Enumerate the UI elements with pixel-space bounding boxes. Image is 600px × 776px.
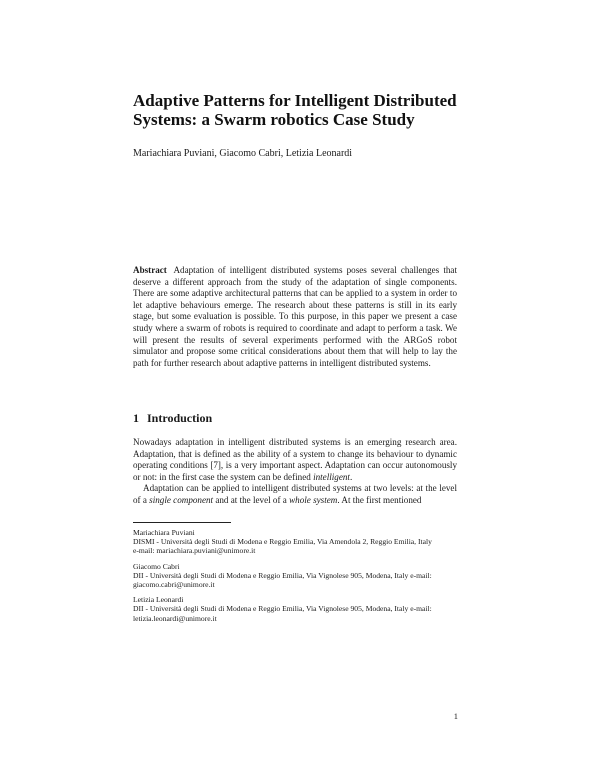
affiliations bbox=[133, 528, 457, 629]
affiliation-email: e-mail: mariachiara.puviani@unimore.it bbox=[133, 546, 256, 556]
affiliation-leonardi bbox=[133, 595, 457, 623]
author-list: Mariachiara Puviani, Giacomo Cabri, Letizia Leonardi bbox=[133, 148, 353, 159]
intro-text: . At the first mentioned bbox=[337, 494, 422, 505]
intro-text: Nowadays adaptation in intelligent distributed systems is an emerging research area. Adaptation, that is defined as the ability of a system to change its behaviour to dynamic operating conditions [7], is a very important aspect. Adaptation can occur autonomously or not: in the first case the system can be defined bbox=[133, 437, 457, 482]
section-title: Introduction bbox=[147, 411, 213, 425]
intro-emphasis: single component bbox=[149, 494, 214, 505]
affiliation-name: Letizia Leonardi bbox=[133, 595, 184, 605]
affiliation-dept: DII - Università degli Studi di Modena e Reggio Emilia, Via Vignolese 905, Modena, Italy e-mail: bbox=[133, 570, 432, 580]
abstract-label: Abstract bbox=[133, 265, 167, 275]
affiliation-dept: DISMI - Università degli Studi di Modena e Reggio Emilia, Via Amendola 2, Reggio Emilia, Italy bbox=[133, 537, 432, 547]
abstract-text: Adaptation of intelligent distributed systems poses several challenges that deserve a different approach from the study of the adaptation of single components. There are some adaptive architectural patterns that can be applied to a system in order to let adaptive behaviours emerge. The research about these patterns is still in its early stage, but some evaluation is possible. To this purpose, in this paper we present a case study where a swarm of robots is required to coordinate and adapt to perform a task. We will present the results of several experiments performed with the ARGoS robot simulator and propose some critical considerations about them that will help to lay the path for further research about adaptive patterns in intelligent distributed systems. bbox=[133, 265, 457, 368]
affiliation-email: letizia.leonardi@unimore.it bbox=[133, 613, 217, 623]
section-number: 1 bbox=[133, 411, 139, 425]
affiliation-name: Mariachiara Puviani bbox=[133, 528, 195, 537]
affiliation-name: Giacomo Cabri bbox=[133, 561, 180, 571]
affiliation-cabri bbox=[133, 562, 457, 590]
affiliation-puviani bbox=[133, 528, 457, 556]
intro-text: and at the level of a bbox=[213, 494, 290, 505]
intro-paragraph-2 bbox=[133, 483, 457, 506]
intro-text: Adaptation can be applied to intelligent distributed systems at two levels: at the level of a bbox=[133, 483, 457, 505]
intro-emphasis: intelligent bbox=[313, 471, 350, 482]
footnote-rule bbox=[133, 522, 231, 523]
page-number: 1 bbox=[453, 711, 458, 721]
paper-title: Adaptive Patterns for Intelligent Distributed Systems: a Swarm robotics Case Study bbox=[133, 91, 457, 129]
intro-text: . bbox=[349, 471, 353, 482]
section-heading bbox=[133, 411, 457, 425]
intro-emphasis: whole system bbox=[289, 494, 338, 505]
intro-paragraph-1 bbox=[133, 437, 457, 483]
affiliation-email: giacomo.cabri@unimore.it bbox=[133, 580, 215, 590]
affiliation-dept: DII - Università degli Studi di Modena e Reggio Emilia, Via Vignolese 905, Modena, Italy e-mail: bbox=[133, 604, 432, 614]
introduction-body bbox=[133, 437, 457, 507]
abstract bbox=[133, 265, 457, 369]
